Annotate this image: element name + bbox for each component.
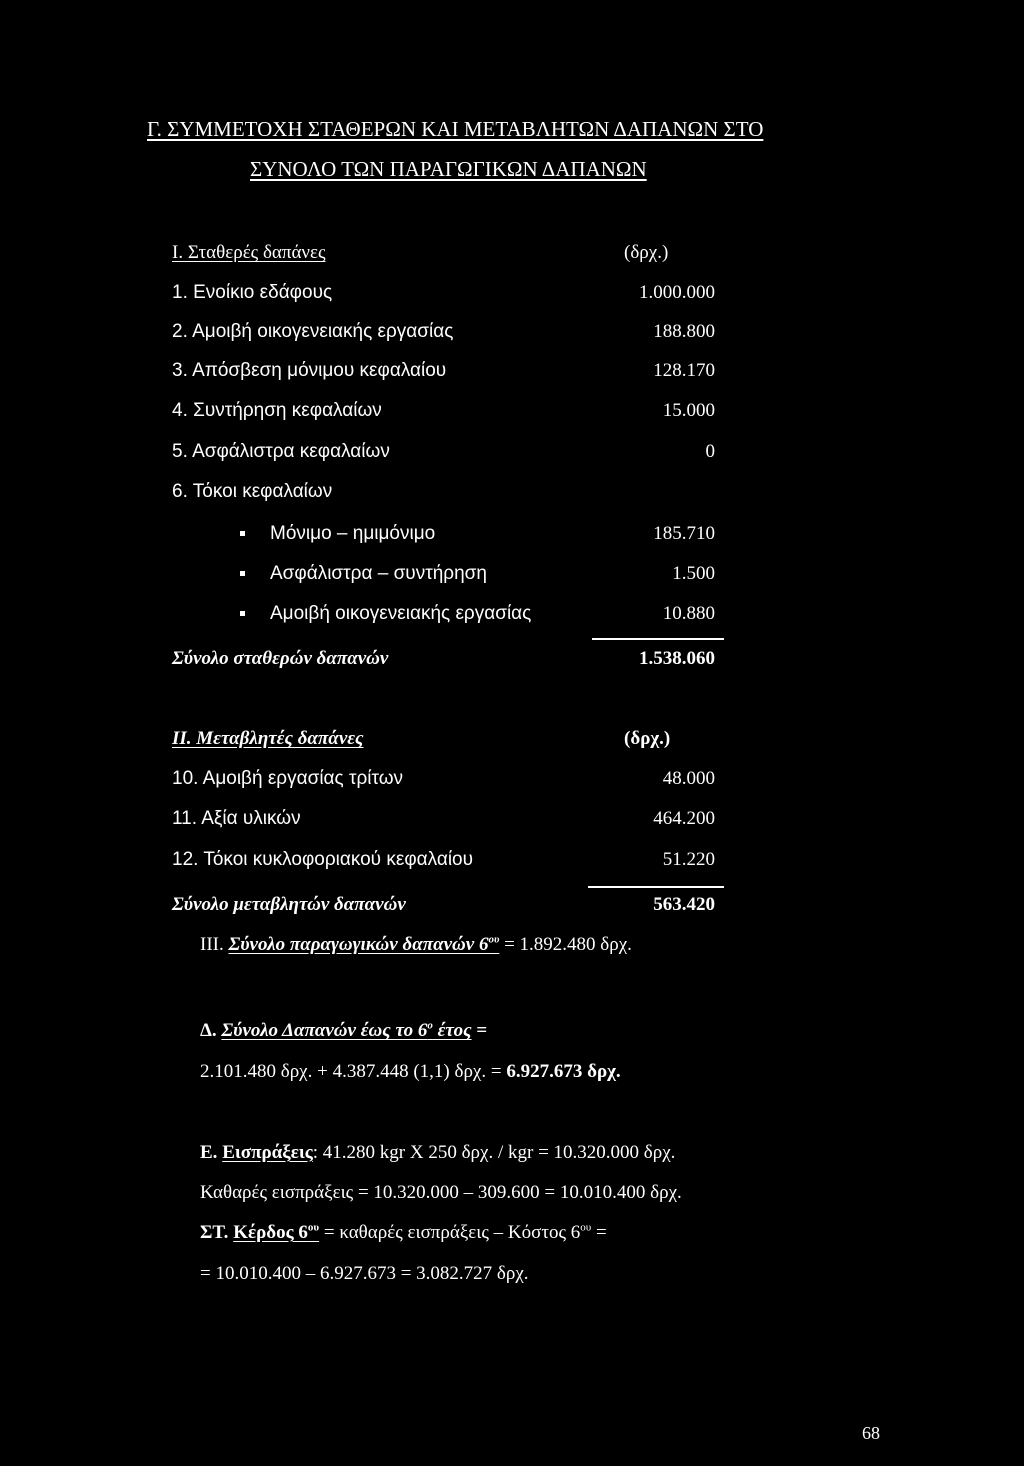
variable-item-label: 10. Αμοιβή εργασίας τρίτων: [172, 768, 404, 789]
section-d-result: 6.927.673 δρχ.: [506, 1061, 621, 1082]
fixed-sub-item-value: 1.500: [672, 563, 715, 584]
fixed-sub-item-value: 185.710: [653, 523, 715, 544]
variable-item-value: 51.220: [662, 849, 715, 870]
fixed-total-label: Σύνολο σταθερών δαπανών: [172, 648, 389, 669]
production-prefix: ΙΙΙ.: [200, 934, 229, 955]
fixed-item-value: 1.000.000: [639, 282, 715, 303]
sum-rule: [588, 886, 724, 888]
page-number: 68: [862, 1423, 880, 1443]
section-d-prefix: Δ.: [200, 1020, 222, 1041]
fixed-total-value: 1.538.060: [639, 648, 715, 669]
variable-costs-title: ΙΙ. Μεταβλητές δαπάνες: [172, 728, 364, 749]
section-d-line-1: [200, 1020, 487, 1042]
fixed-item-label: 6. Τόκοι κεφαλαίων: [172, 481, 333, 502]
variable-costs-unit: (δρχ.): [624, 728, 671, 749]
bullet-icon: [240, 531, 245, 536]
fixed-item-label: 3. Απόσβεση μόνιμου κεφαλαίου: [172, 360, 447, 381]
production-total-label: Σύνολο παραγωγικών δαπανών $6^{o\upsilon}$: [228, 933, 500, 955]
fixed-sub-item-label: Ασφάλιστρα – συντήρηση: [270, 563, 487, 584]
sum-rule: [592, 638, 724, 640]
variable-item-value: 48.000: [662, 768, 715, 789]
section-e-text: : 41.280 kgr X 250 δρχ. / kgr = 10.320.000 δρχ.: [312, 1142, 676, 1163]
fixed-item-value: 188.800: [653, 321, 715, 342]
fixed-item-label: 4. Συντήρηση κεφαλαίων: [172, 400, 382, 421]
fixed-item-label: 5. Ασφάλιστρα κεφαλαίων: [172, 441, 390, 462]
section-e-net-receipts: Καθαρές εισπράξεις = 10.320.000 – 309.600 = 10.010.400 δρχ.: [200, 1182, 682, 1203]
fixed-sub-item-label: Αμοιβή οικογενειακής εργασίας: [270, 603, 532, 624]
section-st-text: = καθαρές εισπράξεις – Κόστος $6^{o\upsilon}$ =: [319, 1221, 607, 1243]
section-d-eq: =: [471, 1020, 488, 1041]
section-e-label: Εισπράξεις: [222, 1142, 313, 1163]
section-d-calc: 2.101.480 δρχ. + 4.387.448 (1,1) δρχ. =: [200, 1061, 507, 1082]
fixed-costs-title: Ι. Σταθερές δαπάνες: [172, 242, 326, 263]
variable-total-label: Σύνολο μεταβλητών δαπανών: [172, 894, 406, 915]
fixed-sub-item-value: 10.880: [662, 603, 715, 624]
variable-item-label: 12. Τόκοι κυκλοφοριακού κεφαλαίου: [172, 849, 473, 870]
heading-line-1: Γ. ΣΥΜΜΕΤΟΧΗ ΣΤΑΘΕΡΩΝ ΚΑΙ ΜΕΤΑΒΛΗΤΩΝ ΔΑΠΑΝΩΝ ΣΤΟ: [147, 117, 764, 141]
section-st-label: Κέρδος $6^{o\upsilon}$: [233, 1221, 320, 1243]
bullet-icon: [240, 571, 245, 576]
variable-total-value: 563.420: [653, 894, 715, 915]
variable-item-label: 11. Αξία υλικών: [172, 808, 301, 829]
section-st-prefix: ΣΤ.: [200, 1222, 234, 1243]
section-e-prefix: Ε.: [200, 1142, 223, 1163]
fixed-costs-unit: (δρχ.): [624, 242, 669, 263]
section-st-line-2: = 10.010.400 – 6.927.673 = 3.082.727 δρχ.: [200, 1263, 529, 1284]
section-st-line-1: [200, 1222, 607, 1244]
section-d-label: Σύνολο Δαπανών έως το $6^o$ έτος: [221, 1019, 472, 1041]
production-total-value: = 1.892.480 δρχ.: [499, 934, 632, 955]
production-total-line: [200, 934, 632, 956]
fixed-item-value: 0: [705, 441, 715, 462]
variable-item-value: 464.200: [653, 808, 715, 829]
section-e-line-1: [200, 1142, 675, 1164]
fixed-sub-item-label: Μόνιμο – ημιμόνιμο: [270, 523, 436, 544]
fixed-item-label: 2. Αμοιβή οικογενειακής εργασίας: [172, 321, 454, 342]
bullet-icon: [240, 611, 245, 616]
fixed-item-value: 128.170: [653, 360, 715, 381]
fixed-item-label: 1. Ενοίκιο εδάφους: [172, 282, 333, 303]
fixed-item-value: 15.000: [662, 400, 715, 421]
section-d-line-2: [200, 1061, 621, 1083]
heading-line-2: ΣΥΝΟΛΟ ΤΩΝ ΠΑΡΑΓΩΓΙΚΩΝ ΔΑΠΑΝΩΝ: [250, 157, 647, 181]
